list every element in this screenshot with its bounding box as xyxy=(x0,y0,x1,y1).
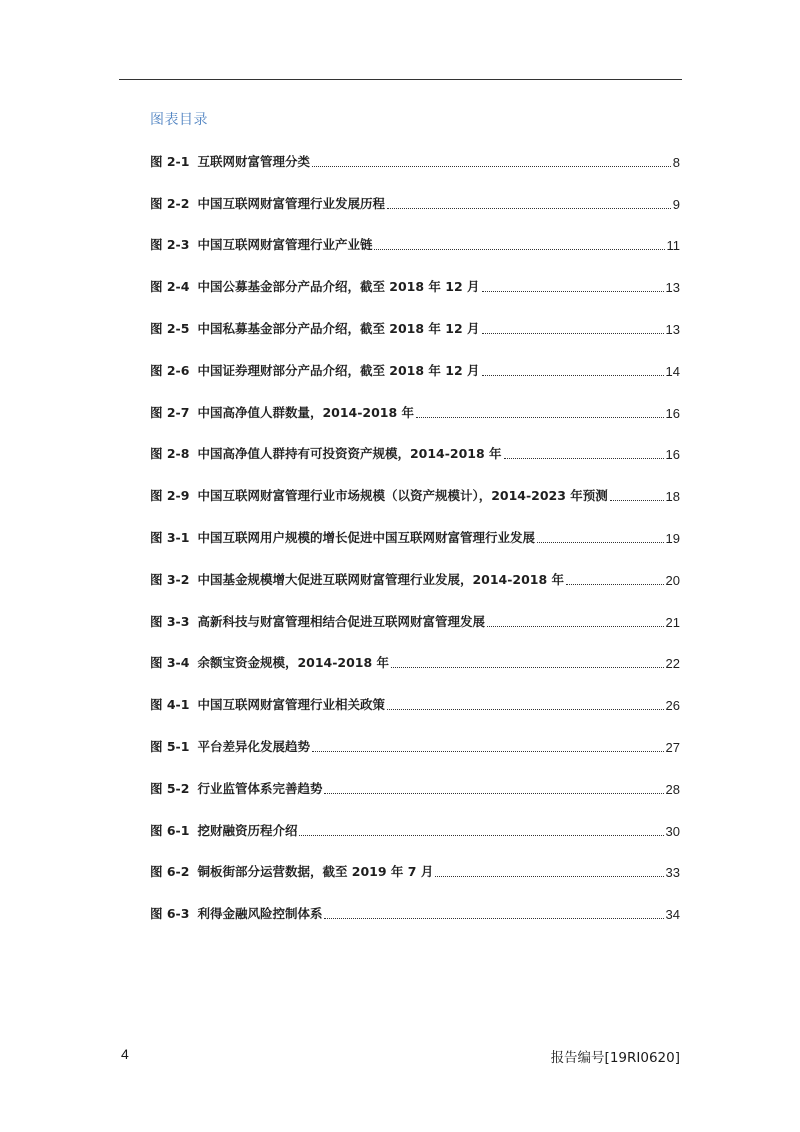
toc-leader-dots xyxy=(312,751,664,752)
toc-entry-title: 铜板街部分运营数据，截至 2019 年 7 月 xyxy=(197,864,434,880)
toc-entry-number: 图 2-8 xyxy=(150,446,190,462)
toc-entry-page: 19 xyxy=(665,530,680,546)
toc-entry-label xyxy=(150,695,385,713)
toc-leader-dots xyxy=(299,835,663,836)
toc-entry-title: 中国互联网财富管理行业市场规模（以资产规模计），2014-2023 年预测 xyxy=(197,488,608,504)
toc-entry-page: 26 xyxy=(665,698,680,714)
toc-entry-number: 图 2-4 xyxy=(150,279,190,295)
toc-leader-dots xyxy=(374,249,664,250)
toc-entry-title: 中国高净值人群持有可投资资产规模，2014-2018 年 xyxy=(197,446,502,462)
toc-entry-title: 余额宝资金规模，2014-2018 年 xyxy=(197,655,390,671)
toc-entry-label xyxy=(150,277,480,295)
toc-leader-dots xyxy=(482,291,664,292)
toc-entry-label xyxy=(150,528,535,546)
toc-entry-label xyxy=(150,152,310,170)
toc-entry[interactable] xyxy=(150,232,680,274)
toc-entry[interactable] xyxy=(150,441,680,483)
toc-entry-label xyxy=(150,403,414,421)
toc-entry[interactable] xyxy=(150,524,680,566)
toc-entry-title: 中国公募基金部分产品介绍，截至 2018 年 12 月 xyxy=(197,279,480,295)
toc-leader-dots xyxy=(387,709,664,710)
toc-entry-label xyxy=(150,319,480,337)
toc-entry-label xyxy=(150,821,297,839)
toc-entry-number: 图 4-1 xyxy=(150,697,190,713)
toc-list xyxy=(150,148,680,942)
toc-leader-dots xyxy=(435,876,663,877)
toc-entry-page: 30 xyxy=(665,823,680,839)
toc-entry-title: 中国互联网用户规模的增长促进中国互联网财富管理行业发展 xyxy=(197,529,535,545)
toc-entry-label xyxy=(150,862,433,880)
toc-entry[interactable] xyxy=(150,399,680,441)
toc-leader-dots xyxy=(416,417,663,418)
toc-entry-number: 图 2-5 xyxy=(150,320,190,336)
toc-leader-dots xyxy=(610,500,664,501)
toc-entry-number: 图 2-7 xyxy=(150,404,190,420)
toc-entry-label xyxy=(150,361,480,379)
toc-entry[interactable] xyxy=(150,148,680,190)
toc-entry-number: 图 2-2 xyxy=(150,195,190,211)
toc-entry-title: 中国证券理财部分产品介绍，截至 2018 年 12 月 xyxy=(197,362,480,378)
toc-entry-label xyxy=(150,737,310,755)
toc-entry-number: 图 2-6 xyxy=(150,362,190,378)
toc-entry[interactable] xyxy=(150,482,680,524)
toc-entry[interactable] xyxy=(150,900,680,942)
toc-entry-page: 27 xyxy=(665,739,680,755)
toc-entry-title: 中国私募基金部分产品介绍，截至 2018 年 12 月 xyxy=(197,320,480,336)
toc-entry-label xyxy=(150,570,564,588)
toc-leader-dots xyxy=(537,542,664,543)
toc-entry-label xyxy=(150,194,385,212)
toc-entry-page: 13 xyxy=(665,321,680,337)
toc-entry-label xyxy=(150,653,389,671)
toc-entry-number: 图 6-2 xyxy=(150,864,190,880)
toc-entry-label xyxy=(150,444,502,462)
toc-entry-page: 34 xyxy=(665,907,680,923)
toc-leader-dots xyxy=(391,667,663,668)
toc-entry-title: 中国互联网财富管理行业产业链 xyxy=(197,237,373,253)
toc-entry[interactable] xyxy=(150,859,680,901)
toc-leader-dots xyxy=(566,584,663,585)
toc-entry-number: 图 5-1 xyxy=(150,738,190,754)
toc-entry-title: 中国互联网财富管理行业发展历程 xyxy=(197,195,385,211)
toc-entry[interactable] xyxy=(150,566,680,608)
footer-report-code: 报告编号[19RI0620] xyxy=(550,1050,680,1066)
toc-entry[interactable] xyxy=(150,775,680,817)
toc-entry[interactable] xyxy=(150,315,680,357)
toc-entry-page: 28 xyxy=(665,781,680,797)
toc-entry-number: 图 2-3 xyxy=(150,237,190,253)
toc-entry-label xyxy=(150,486,608,504)
toc-entry[interactable] xyxy=(150,608,680,650)
toc-entry-number: 图 6-1 xyxy=(150,822,190,838)
toc-entry-page: 21 xyxy=(665,614,680,630)
toc-entry-number: 图 5-2 xyxy=(150,780,190,796)
toc-entry-number: 图 2-9 xyxy=(150,488,190,504)
toc-entry[interactable] xyxy=(150,733,680,775)
toc-entry-label xyxy=(150,904,322,922)
toc-entry-title: 中国互联网财富管理行业相关政策 xyxy=(197,697,385,713)
toc-leader-dots xyxy=(387,208,671,209)
toc-entry-title: 行业监管体系完善趋势 xyxy=(197,780,323,796)
toc-entry-page: 8 xyxy=(672,154,680,170)
toc-entry-number: 图 2-1 xyxy=(150,153,190,169)
toc-entry-title: 挖财融资历程介绍 xyxy=(197,822,298,838)
toc-entry-page: 18 xyxy=(665,489,680,505)
toc-entry-number: 图 3-3 xyxy=(150,613,190,629)
toc-entry-label xyxy=(150,235,372,253)
header-rule xyxy=(119,79,682,80)
toc-entry-page: 33 xyxy=(665,865,680,881)
toc-entry-page: 16 xyxy=(665,405,680,421)
toc-entry[interactable] xyxy=(150,817,680,859)
footer-page-number: 4 xyxy=(121,1046,129,1062)
toc-leader-dots xyxy=(482,333,664,334)
toc-entry-label xyxy=(150,779,322,797)
toc-leader-dots xyxy=(312,166,671,167)
toc-leader-dots xyxy=(324,793,663,794)
toc-leader-dots xyxy=(504,458,664,459)
toc-entry-title: 中国高净值人群数量，2014-2018 年 xyxy=(197,404,415,420)
toc-leader-dots xyxy=(482,375,664,376)
toc-entry-title: 平台差异化发展趋势 xyxy=(197,738,310,754)
toc-entry[interactable] xyxy=(150,190,680,232)
toc-title: 图表目录 xyxy=(150,112,208,128)
toc-entry-page: 11 xyxy=(666,238,680,254)
toc-entry-title: 利得金融风险控制体系 xyxy=(197,906,323,922)
toc-entry-title: 高新科技与财富管理相结合促进互联网财富管理发展 xyxy=(197,613,485,629)
toc-entry-title: 中国基金规模增大促进互联网财富管理行业发展，2014-2018 年 xyxy=(197,571,565,587)
toc-entry-number: 图 6-3 xyxy=(150,906,190,922)
toc-entry-number: 图 3-2 xyxy=(150,571,190,587)
toc-entry-page: 22 xyxy=(665,656,680,672)
toc-entry[interactable] xyxy=(150,650,680,692)
toc-entry[interactable] xyxy=(150,273,680,315)
toc-leader-dots xyxy=(324,918,663,919)
toc-entry-page: 9 xyxy=(672,196,680,212)
toc-entry-page: 20 xyxy=(665,572,680,588)
toc-entry-title: 互联网财富管理分类 xyxy=(197,153,310,169)
toc-leader-dots xyxy=(487,626,664,627)
toc-entry[interactable] xyxy=(150,357,680,399)
toc-entry-page: 13 xyxy=(665,280,680,296)
toc-entry-label xyxy=(150,612,485,630)
toc-entry-page: 14 xyxy=(665,363,680,379)
toc-entry-page: 16 xyxy=(665,447,680,463)
toc-entry-number: 图 3-1 xyxy=(150,529,190,545)
toc-entry[interactable] xyxy=(150,691,680,733)
toc-entry-number: 图 3-4 xyxy=(150,655,190,671)
